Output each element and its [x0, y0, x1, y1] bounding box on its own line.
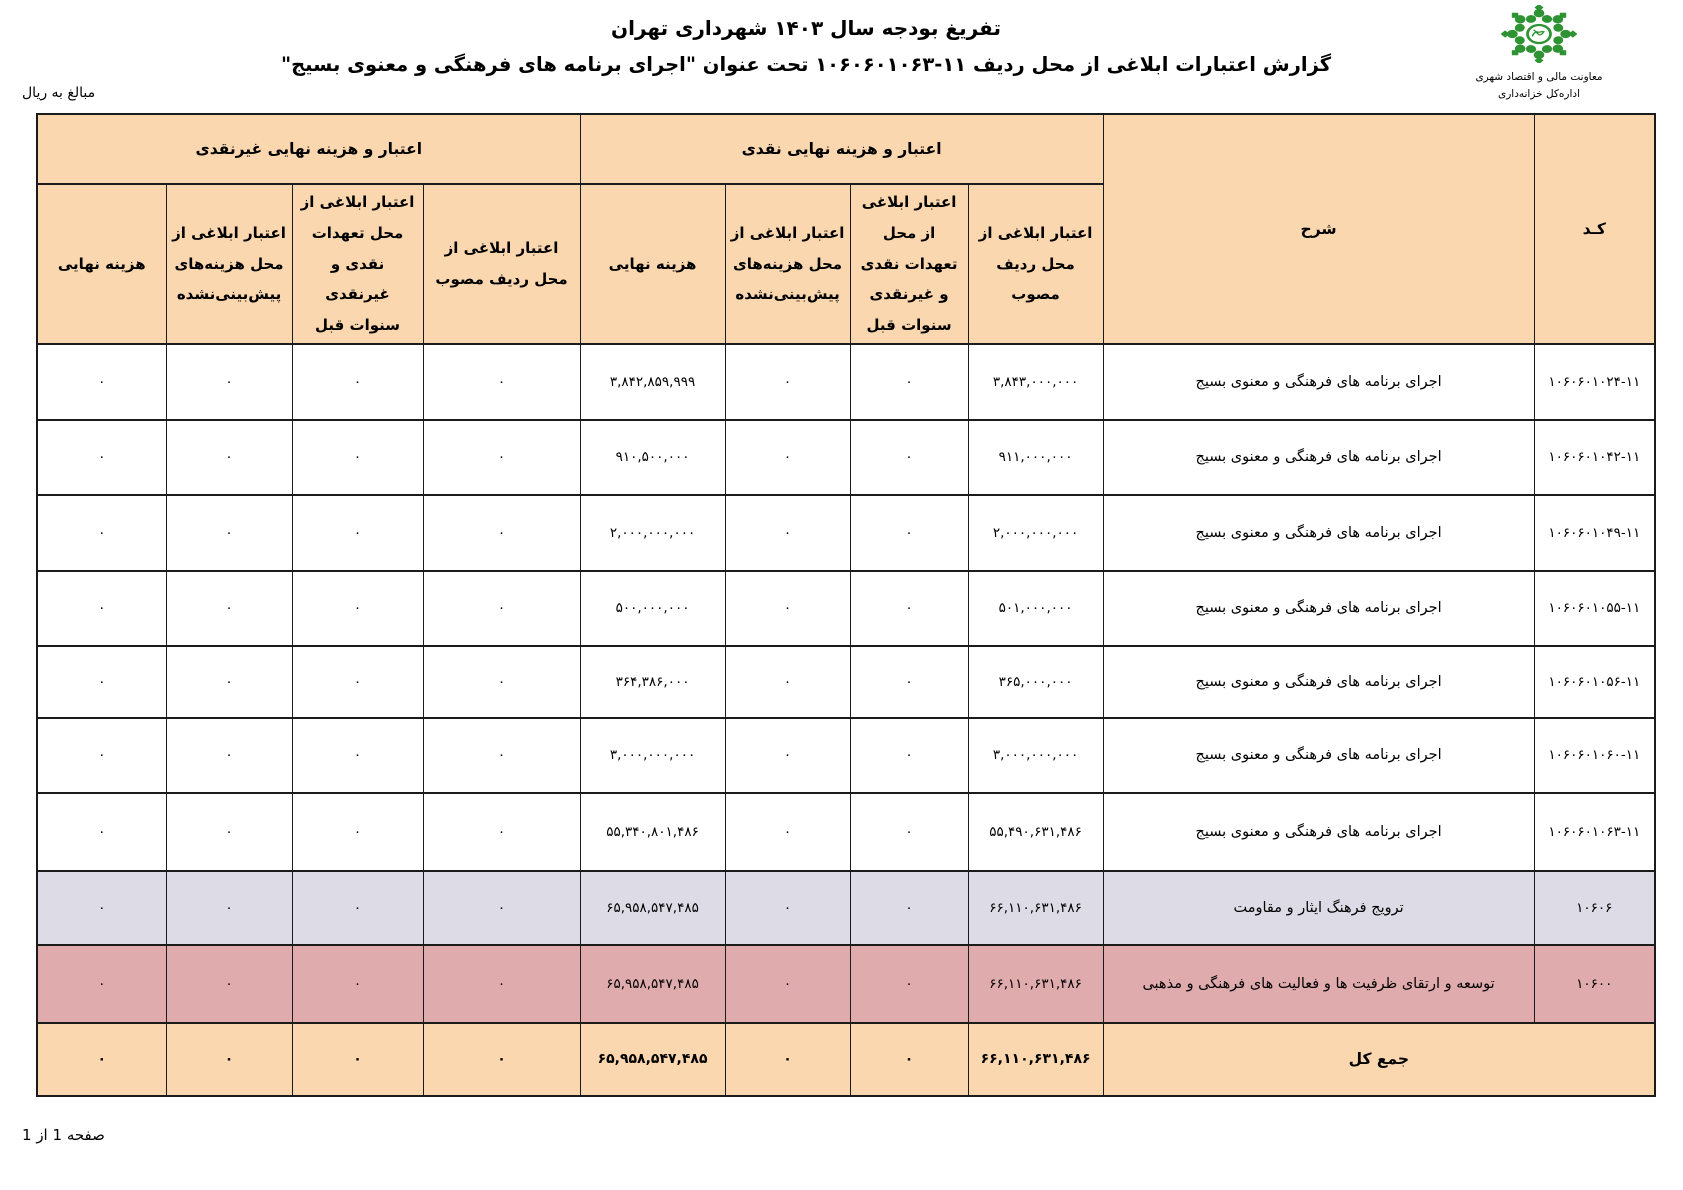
noncash-final-value-cell: ۰ — [37, 793, 166, 871]
col-header-noncash-approved: اعتبار ابلاغی از محل ردیف مصوب — [423, 184, 580, 344]
table-row — [37, 646, 1655, 718]
cash-final-value-cell: ۵۰۰,۰۰۰,۰۰۰ — [580, 571, 725, 646]
cash-unforeseen-value-cell: ۰ — [725, 646, 850, 718]
description-cell: اجرای برنامه های فرهنگی و معنوی بسیج — [1103, 344, 1534, 420]
noncash-unforeseen-value-cell: ۰ — [166, 945, 292, 1023]
description-cell: ترویج فرهنگ ایثار و مقاومت — [1103, 871, 1534, 945]
cash-commitments-value-cell: ۰ — [850, 718, 968, 793]
cash-approved-value-cell: ۹۱۱,۰۰۰,۰۰۰ — [968, 420, 1103, 495]
noncash-unforeseen-value-cell: ۰ — [166, 793, 292, 871]
description-cell: اجرای برنامه های فرهنگی و معنوی بسیج — [1103, 646, 1534, 718]
noncash-final-value-cell: ۰ — [37, 495, 166, 571]
cash-unforeseen-value-cell: ۰ — [725, 945, 850, 1023]
cash-approved-value-cell: ۵۰۱,۰۰۰,۰۰۰ — [968, 571, 1103, 646]
table-row — [37, 945, 1655, 1023]
noncash-approved-value-cell: ۰ — [423, 495, 580, 571]
noncash-commitments-value-cell: ۰ — [292, 945, 423, 1023]
group-header-row — [37, 114, 1655, 184]
col-header-cash-unforeseen: اعتبار ابلاغی از محل هزینه‌های پیش‌بینی‌نشده — [725, 184, 850, 344]
code-cell: ۱۰۶۰۶۰۱۰۴۲-۱۱ — [1534, 420, 1655, 495]
cash-final-value-cell: ۶۵,۹۵۸,۵۴۷,۴۸۵ — [580, 945, 725, 1023]
code-cell: ۱۰۶۰۶۰۱۰۵۶-۱۱ — [1534, 646, 1655, 718]
col-header-code: کـد — [1534, 114, 1655, 344]
tehran-municipality-emblem-icon — [1501, 5, 1577, 63]
noncash-unforeseen-value-cell: ۰ — [166, 420, 292, 495]
cash-commitments-value-cell: ۰ — [850, 571, 968, 646]
code-cell: ۱۰۶۰۶۰۱۰۲۴-۱۱ — [1534, 344, 1655, 420]
noncash-commitments-value-cell: ۰ — [292, 871, 423, 945]
noncash-final-value-cell: ۰ — [37, 344, 166, 420]
col-header-description: شرح — [1103, 114, 1534, 344]
table-row — [37, 571, 1655, 646]
col-header-cash-commitments: اعتبار ابلاغی از محل تعهدات نقدی و غیرنقدی سنوات قبل — [850, 184, 968, 344]
group-header-cash: اعتبار و هزینه نهایی نقدی — [580, 114, 1103, 184]
cash-unforeseen-value-cell: ۰ — [725, 495, 850, 571]
cash-approved-value-cell: ۶۶,۱۱۰,۶۳۱,۴۸۶ — [968, 945, 1103, 1023]
table-row — [37, 793, 1655, 871]
col-header-noncash-unforeseen: اعتبار ابلاغی از محل هزینه‌های پیش‌بینی‌نشده — [166, 184, 292, 344]
noncash-final-value-cell: ۰ — [37, 1023, 166, 1096]
noncash-approved-value-cell: ۰ — [423, 945, 580, 1023]
cash-approved-value-cell: ۳,۰۰۰,۰۰۰,۰۰۰ — [968, 718, 1103, 793]
noncash-commitments-value-cell: ۰ — [292, 718, 423, 793]
cash-unforeseen-value-cell: ۰ — [725, 1023, 850, 1096]
noncash-commitments-value-cell: ۰ — [292, 420, 423, 495]
noncash-unforeseen-value-cell: ۰ — [166, 871, 292, 945]
noncash-commitments-value-cell: ۰ — [292, 344, 423, 420]
cash-approved-value-cell: ۳۶۵,۰۰۰,۰۰۰ — [968, 646, 1103, 718]
noncash-unforeseen-value-cell: ۰ — [166, 718, 292, 793]
noncash-unforeseen-value-cell: ۰ — [166, 344, 292, 420]
noncash-commitments-value-cell: ۰ — [292, 793, 423, 871]
noncash-commitments-value-cell: ۰ — [292, 1023, 423, 1096]
group-header-noncash: اعتبار و هزینه نهایی غیرنقدی — [37, 114, 580, 184]
code-cell: ۱۰۶۰۶۰۱۰۴۹-۱۱ — [1534, 495, 1655, 571]
noncash-final-value-cell: ۰ — [37, 871, 166, 945]
org-name-line1: معاونت مالی و اقتصاد شهری — [1475, 71, 1603, 83]
noncash-approved-value-cell: ۰ — [423, 793, 580, 871]
col-header-noncash-final: هزینه نهایی — [37, 184, 166, 344]
budget-table — [36, 113, 1656, 1097]
noncash-commitments-value-cell: ۰ — [292, 495, 423, 571]
noncash-commitments-value-cell: ۰ — [292, 646, 423, 718]
cash-final-value-cell: ۳,۸۴۲,۸۵۹,۹۹۹ — [580, 344, 725, 420]
cash-approved-value-cell: ۶۶,۱۱۰,۶۳۱,۴۸۶ — [968, 871, 1103, 945]
cash-unforeseen-value-cell: ۰ — [725, 871, 850, 945]
cash-commitments-value-cell: ۰ — [850, 344, 968, 420]
noncash-approved-value-cell: ۰ — [423, 646, 580, 718]
table-row — [37, 718, 1655, 793]
cash-commitments-value-cell: ۰ — [850, 945, 968, 1023]
table-header — [37, 114, 1655, 344]
noncash-final-value-cell: ۰ — [37, 420, 166, 495]
noncash-approved-value-cell: ۰ — [423, 871, 580, 945]
description-cell: اجرای برنامه های فرهنگی و معنوی بسیج — [1103, 718, 1534, 793]
page-indicator: صفحه 1 از 1 — [22, 1126, 105, 1144]
cash-approved-value-cell: ۵۵,۴۹۰,۶۳۱,۴۸۶ — [968, 793, 1103, 871]
cash-commitments-value-cell: ۰ — [850, 871, 968, 945]
description-cell: اجرای برنامه های فرهنگی و معنوی بسیج — [1103, 571, 1534, 646]
code-cell: ۱۰۶۰۶۰۱۰۵۵-۱۱ — [1534, 571, 1655, 646]
noncash-unforeseen-value-cell: ۰ — [166, 1023, 292, 1096]
table-row — [37, 871, 1655, 945]
org-header — [1424, 5, 1654, 103]
table-row — [37, 344, 1655, 420]
description-cell: اجرای برنامه های فرهنگی و معنوی بسیج — [1103, 420, 1534, 495]
report-subtitle: گزارش اعتبارات ابلاغی از محل ردیف ۱۱-۱۰۶۰۶۰۱۰۶۳ تحت عنوان "اجرای برنامه های فرهنگی و معنوی بسیج" — [280, 53, 1332, 76]
code-cell: ۱۰۶۰۰ — [1534, 945, 1655, 1023]
report-titles — [0, 16, 1612, 76]
col-header-noncash-commitments: اعتبار ابلاغی از محل تعهدات نقدی و غیرنقدی سنوات قبل — [292, 184, 423, 344]
table-body — [37, 344, 1655, 1096]
noncash-unforeseen-value-cell: ۰ — [166, 646, 292, 718]
org-name-line2: اداره‌کل خزانه‌داری — [1497, 87, 1580, 100]
noncash-approved-value-cell: ۰ — [423, 344, 580, 420]
cash-approved-value-cell: ۶۶,۱۱۰,۶۳۱,۴۸۶ — [968, 1023, 1103, 1096]
cash-final-value-cell: ۳,۰۰۰,۰۰۰,۰۰۰ — [580, 718, 725, 793]
org-names — [1424, 69, 1654, 103]
noncash-approved-value-cell: ۰ — [423, 718, 580, 793]
report-title: تفریغ بودجه سال ۱۴۰۳ شهرداری تهران — [611, 16, 1001, 40]
cash-final-value-cell: ۳۶۴,۳۸۶,۰۰۰ — [580, 646, 725, 718]
description-cell: اجرای برنامه های فرهنگی و معنوی بسیج — [1103, 793, 1534, 871]
cash-approved-value-cell: ۳,۸۴۳,۰۰۰,۰۰۰ — [968, 344, 1103, 420]
noncash-final-value-cell: ۰ — [37, 646, 166, 718]
cash-commitments-value-cell: ۰ — [850, 1023, 968, 1096]
description-cell: اجرای برنامه های فرهنگی و معنوی بسیج — [1103, 495, 1534, 571]
noncash-unforeseen-value-cell: ۰ — [166, 571, 292, 646]
noncash-approved-value-cell: ۰ — [423, 1023, 580, 1096]
currency-note: مبالغ به ریال — [22, 85, 96, 101]
total-label-cell: جمع کل — [1103, 1023, 1655, 1096]
noncash-approved-value-cell: ۰ — [423, 420, 580, 495]
cash-unforeseen-value-cell: ۰ — [725, 420, 850, 495]
noncash-commitments-value-cell: ۰ — [292, 571, 423, 646]
code-cell: ۱۰۶۰۶۰۱۰۶۳-۱۱ — [1534, 793, 1655, 871]
cash-approved-value-cell: ۲,۰۰۰,۰۰۰,۰۰۰ — [968, 495, 1103, 571]
cash-final-value-cell: ۶۵,۹۵۸,۵۴۷,۴۸۵ — [580, 1023, 725, 1096]
cash-commitments-value-cell: ۰ — [850, 495, 968, 571]
code-cell: ۱۰۶۰۶۰۱۰۶۰-۱۱ — [1534, 718, 1655, 793]
noncash-final-value-cell: ۰ — [37, 718, 166, 793]
cash-unforeseen-value-cell: ۰ — [725, 718, 850, 793]
cash-final-value-cell: ۶۵,۹۵۸,۵۴۷,۴۸۵ — [580, 871, 725, 945]
table-row — [37, 420, 1655, 495]
noncash-final-value-cell: ۰ — [37, 945, 166, 1023]
table-row — [37, 495, 1655, 571]
total-row — [37, 1023, 1655, 1096]
col-header-cash-approved: اعتبار ابلاغی از محل ردیف مصوب — [968, 184, 1103, 344]
description-cell: توسعه و ارتقای ظرفیت ها و فعالیت های فرهنگی و مذهبی — [1103, 945, 1534, 1023]
noncash-approved-value-cell: ۰ — [423, 571, 580, 646]
cash-commitments-value-cell: ۰ — [850, 793, 968, 871]
noncash-final-value-cell: ۰ — [37, 571, 166, 646]
cash-unforeseen-value-cell: ۰ — [725, 793, 850, 871]
cash-final-value-cell: ۵۵,۳۴۰,۸۰۱,۴۸۶ — [580, 793, 725, 871]
code-cell: ۱۰۶۰۶ — [1534, 871, 1655, 945]
cash-unforeseen-value-cell: ۰ — [725, 344, 850, 420]
cash-final-value-cell: ۲,۰۰۰,۰۰۰,۰۰۰ — [580, 495, 725, 571]
col-header-cash-final: هزینه نهایی — [580, 184, 725, 344]
cash-commitments-value-cell: ۰ — [850, 420, 968, 495]
cash-final-value-cell: ۹۱۰,۵۰۰,۰۰۰ — [580, 420, 725, 495]
cash-commitments-value-cell: ۰ — [850, 646, 968, 718]
noncash-unforeseen-value-cell: ۰ — [166, 495, 292, 571]
cash-unforeseen-value-cell: ۰ — [725, 571, 850, 646]
